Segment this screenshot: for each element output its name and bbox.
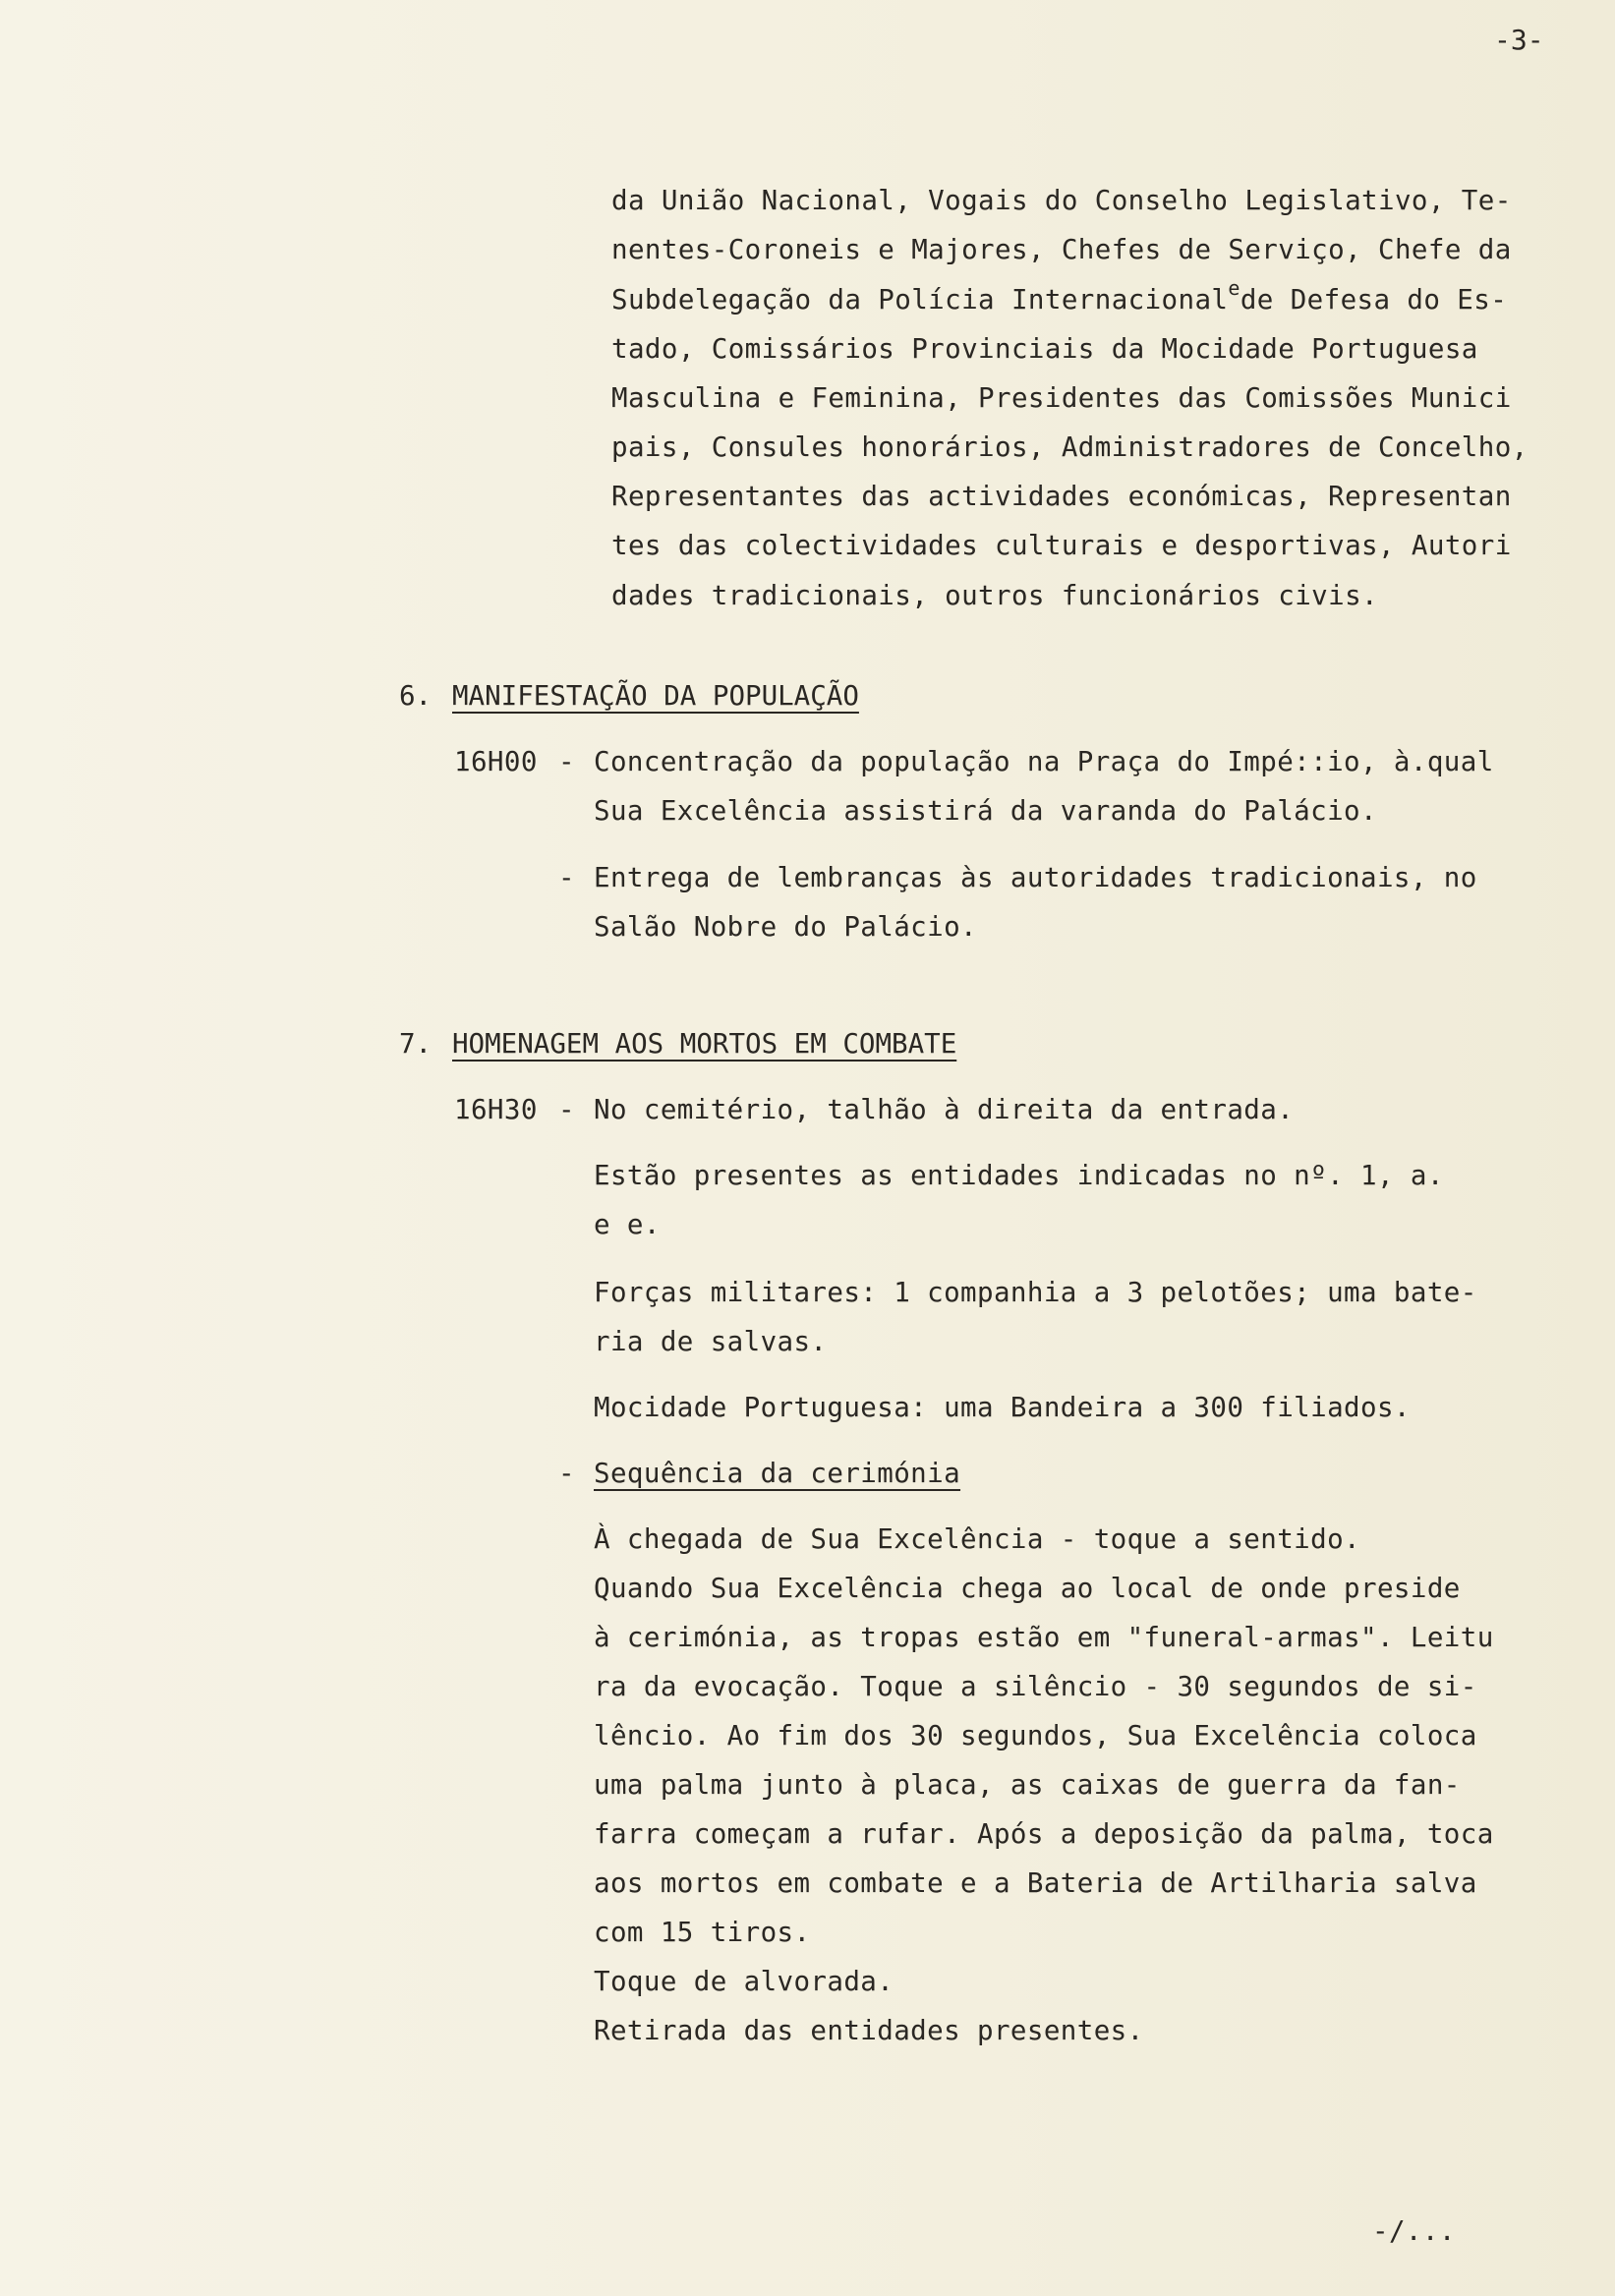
section-6-line: Concentração da população na Praça do Impé::io, à.qual bbox=[594, 746, 1494, 777]
sequence-line: com 15 tiros. bbox=[594, 1917, 811, 1948]
sequence-line: uma palma junto à placa, as caixas de guerra da fan- bbox=[594, 1769, 1461, 1801]
section-7-first-line: No cemitério, talhão à direita da entrada. bbox=[594, 1094, 1295, 1125]
paragraph-line-part: de Defesa do Es- bbox=[1240, 284, 1508, 316]
section-6-title: MANIFESTAÇÃO DA POPULAÇÃO bbox=[452, 680, 859, 712]
sequence-line: Toque de alvorada. bbox=[594, 1966, 894, 1997]
section-6-line: Sua Excelência assistirá da varanda do Palácio. bbox=[594, 795, 1377, 827]
sequence-line: À chegada de Sua Excelência - toque a sentido. bbox=[594, 1523, 1360, 1555]
paragraph-line: Representantes das actividades económicas, Representan bbox=[611, 481, 1512, 512]
entities-line: Estão presentes as entidades indicadas no nº. 1, a. bbox=[594, 1160, 1444, 1191]
section-6-time: 16H00 bbox=[454, 746, 538, 777]
sequence-line: Retirada das entidades presentes. bbox=[594, 2015, 1144, 2046]
sequence-line: ra da evocação. Toque a silêncio - 30 segundos de si- bbox=[594, 1671, 1477, 1702]
section-6-dash: - bbox=[558, 746, 575, 777]
section-6-item-line: Entrega de lembranças às autoridades tradicionais, no bbox=[594, 862, 1477, 893]
page-number: -3- bbox=[1494, 24, 1544, 56]
entities-line: e e. bbox=[594, 1209, 661, 1240]
forces-line: Forças militares: 1 companhia a 3 pelotões; uma bate- bbox=[594, 1277, 1477, 1308]
paragraph-line: nentes-Coroneis e Majores, Chefes de Serviço, Chefe da bbox=[611, 234, 1512, 265]
section-7-title: HOMENAGEM AOS MORTOS EM COMBATE bbox=[452, 1028, 957, 1060]
sequence-line: à cerimónia, as tropas estão em "funeral-armas". Leitu bbox=[594, 1622, 1494, 1653]
sequence-line: Quando Sua Excelência chega ao local de onde preside bbox=[594, 1573, 1461, 1604]
paragraph-line: tado, Comissários Provinciais da Mocidade Portuguesa bbox=[611, 333, 1478, 365]
paragraph-line-part: Subdelegação da Polícia Internacional bbox=[611, 284, 1229, 316]
sequence-title: Sequência da cerimónia bbox=[594, 1458, 961, 1489]
section-6-number: 6. bbox=[399, 680, 433, 712]
section-7-dash: - bbox=[558, 1094, 575, 1125]
section-7-number: 7. bbox=[399, 1028, 433, 1060]
paragraph-line: Masculina e Feminina, Presidentes das Comissões Munici bbox=[611, 382, 1512, 414]
youth-line: Mocidade Portuguesa: uma Bandeira a 300 filiados. bbox=[594, 1392, 1411, 1423]
section-6-item-line: Salão Nobre do Palácio. bbox=[594, 911, 977, 943]
paragraph-line: pais, Consules honorários, Administradores de Concelho, bbox=[611, 431, 1528, 463]
continuation-mark: -/... bbox=[1372, 2215, 1456, 2247]
sequence-line: lêncio. Ao fim dos 30 segundos, Sua Excelência coloca bbox=[594, 1720, 1477, 1751]
paragraph-line bbox=[611, 276, 1508, 319]
superscript-e: e bbox=[1228, 276, 1240, 300]
sequence-line: farra começam a rufar. Após a deposição da palma, toca bbox=[594, 1818, 1494, 1850]
sequence-line: aos mortos em combate e a Bateria de Artilharia salva bbox=[594, 1867, 1477, 1899]
forces-line: ria de salvas. bbox=[594, 1326, 828, 1357]
sequence-dash: - bbox=[558, 1458, 575, 1489]
paragraph-line: da União Nacional, Vogais do Conselho Legislativo, Te- bbox=[611, 185, 1512, 216]
paragraph-line: tes das colectividades culturais e desportivas, Autori bbox=[611, 530, 1512, 561]
section-6-item-dash: - bbox=[558, 862, 575, 893]
paragraph-line: dades tradicionais, outros funcionários civis. bbox=[611, 580, 1378, 611]
section-7-time: 16H30 bbox=[454, 1094, 538, 1125]
